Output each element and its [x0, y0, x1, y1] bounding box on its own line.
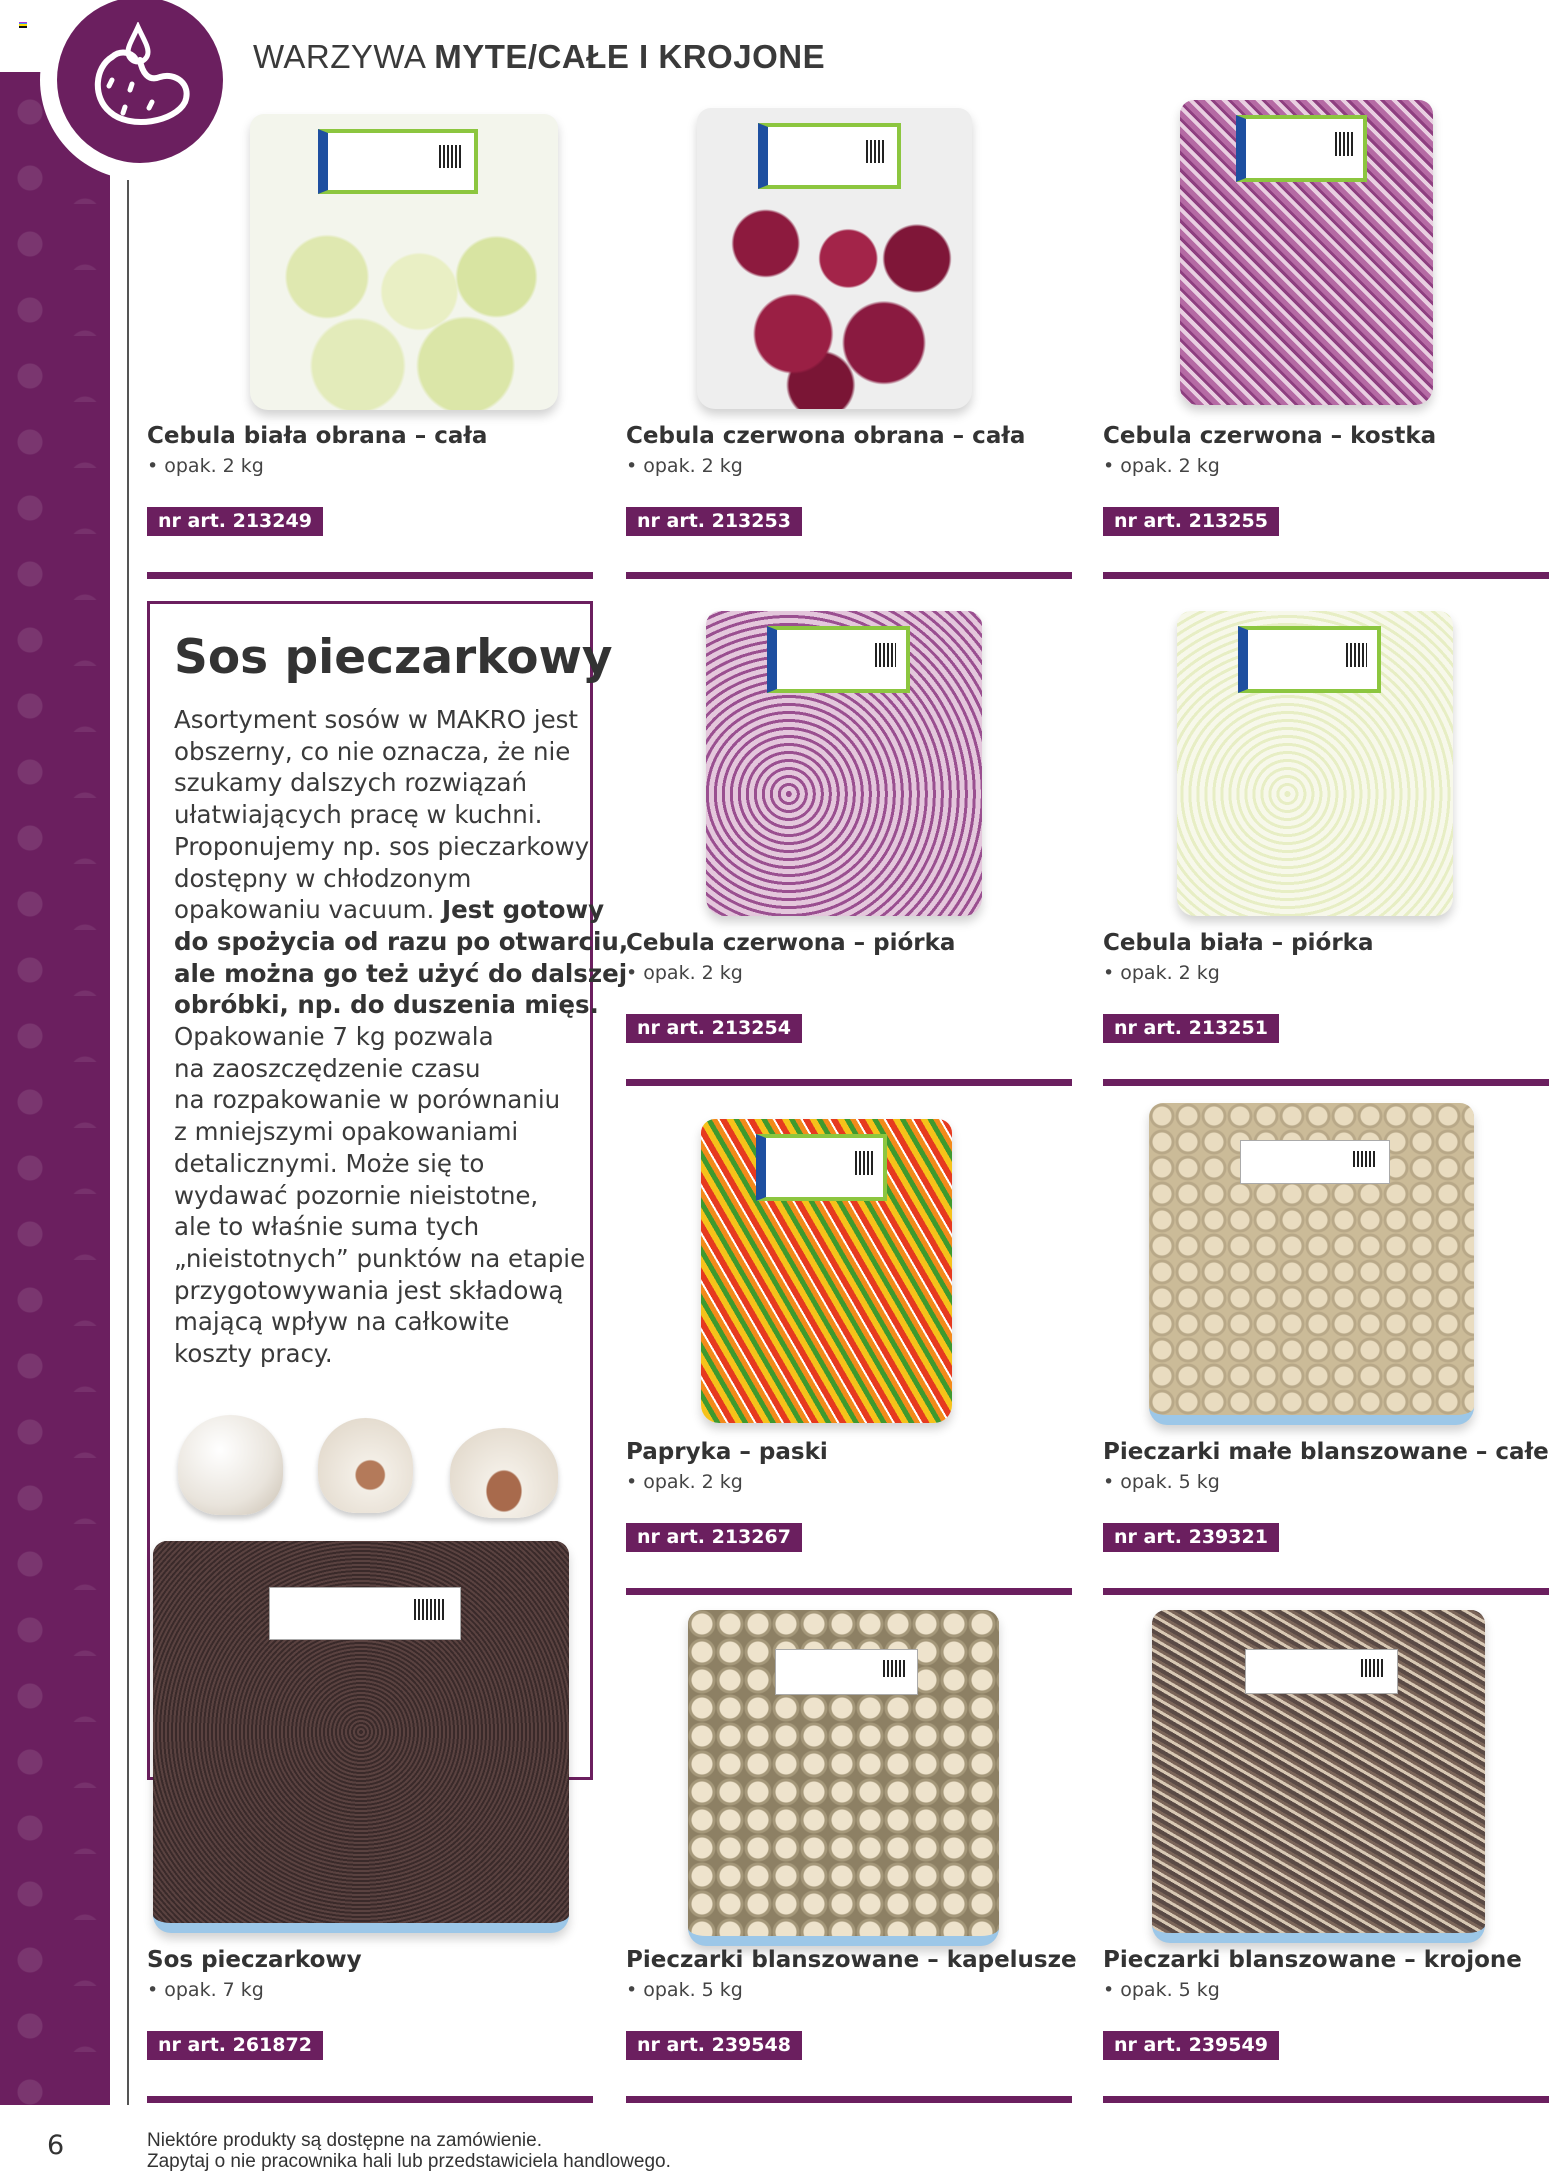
- package-label: [1245, 1649, 1398, 1694]
- package-size: • opak. 5 kg: [1103, 1471, 1220, 1493]
- package-size: • opak. 7 kg: [147, 1979, 264, 2001]
- product-image-red-onion-diced: [1180, 100, 1433, 405]
- feature-line: Proponujemy np. sos pieczarkowy: [174, 831, 590, 861]
- feature-line: dostępny w chłodzonym: [174, 863, 472, 893]
- feature-line: „nieistotnych” punktów na etapie: [174, 1243, 586, 1273]
- package-size: • opak. 2 kg: [1103, 455, 1220, 477]
- package-size: • opak. 2 kg: [626, 455, 743, 477]
- decorative-sidebar: [0, 72, 110, 2105]
- package-label: [1236, 115, 1368, 182]
- card-separator: [626, 572, 1072, 579]
- feature-line: ułatwiających pracę w kuchni.: [174, 800, 543, 830]
- package-label: [775, 1649, 918, 1695]
- feature-line: z mniejszymi opakowaniami: [174, 1117, 519, 1147]
- feature-line: mającą wpływ na całkowite: [174, 1307, 510, 1337]
- package-label: [758, 123, 901, 189]
- package-label: [767, 626, 911, 693]
- divider-line: [127, 180, 129, 2105]
- product-name: Cebula czerwona – kostka: [1103, 423, 1437, 449]
- card-separator: [1103, 2096, 1549, 2103]
- product-image-mushroom-sauce: [153, 1541, 569, 1933]
- feature-line: do spożycia od razu po otwarciu,: [174, 926, 629, 956]
- package-label: [756, 1134, 887, 1201]
- feature-line: szukamy dalszych rozwiązań: [174, 768, 528, 798]
- article-number-badge: nr art. 239549: [1103, 2031, 1279, 2060]
- feature-heading: Sos pieczarkowy: [174, 630, 613, 685]
- card-separator: [147, 2096, 593, 2103]
- package-size: • opak. 5 kg: [626, 1979, 743, 2001]
- page-title: WARZYWA MYTE/CAŁE I KROJONE: [253, 38, 826, 75]
- card-separator: [626, 2096, 1072, 2103]
- package-size: • opak. 2 kg: [626, 1471, 743, 1493]
- potato-water-drop-icon: [90, 22, 190, 132]
- article-number-badge: nr art. 261872: [147, 2031, 323, 2060]
- feature-line: wydawać pozornie nieistotne,: [174, 1180, 539, 1210]
- feature-line: ale można go też użyć do dalszej: [174, 958, 628, 988]
- article-number-badge: nr art. 213249: [147, 507, 323, 536]
- package-label: [318, 129, 478, 194]
- package-label: [1238, 626, 1382, 693]
- article-number-badge: nr art. 213253: [626, 507, 802, 536]
- article-number-badge: nr art. 213254: [626, 1014, 802, 1043]
- product-name: Cebula biała – piórka: [1103, 930, 1374, 956]
- product-name: Cebula czerwona – piórka: [626, 930, 956, 956]
- product-image-mushroom-sliced: [1152, 1610, 1485, 1943]
- package-size: • opak. 5 kg: [1103, 1979, 1220, 2001]
- package-label: [1240, 1140, 1390, 1184]
- card-separator: [1103, 572, 1549, 579]
- product-name: Pieczarki blanszowane – krojone: [1103, 1947, 1522, 1973]
- article-number-badge: nr art. 239548: [626, 2031, 802, 2060]
- product-image-white-onion-whole: [250, 114, 558, 410]
- product-image-pepper-strips: [701, 1119, 952, 1423]
- print-color-marks: [19, 22, 27, 28]
- product-image-mushroom-caps: [688, 1610, 999, 1946]
- article-number-badge: nr art. 239321: [1103, 1523, 1279, 1552]
- product-name: Cebula biała obrana – cała: [147, 423, 488, 449]
- card-separator: [626, 1079, 1072, 1086]
- card-separator: [626, 1588, 1072, 1595]
- package-size: • opak. 2 kg: [626, 962, 743, 984]
- package-label: [269, 1587, 460, 1640]
- card-separator: [1103, 1588, 1549, 1595]
- category-badge: [57, 0, 223, 163]
- product-name: Sos pieczarkowy: [147, 1947, 362, 1973]
- card-separator: [1103, 1079, 1549, 1086]
- product-name: Papryka – paski: [626, 1439, 828, 1465]
- feature-line: obszerny, co nie oznacza, że nie: [174, 736, 571, 766]
- feature-line: Opakowanie 7 kg pozwala: [174, 1022, 494, 1052]
- package-size: • opak. 2 kg: [1103, 962, 1220, 984]
- card-separator: [147, 572, 593, 579]
- article-number-badge: nr art. 213251: [1103, 1014, 1279, 1043]
- product-image-red-onion-whole: [697, 108, 972, 409]
- feature-line: ale to właśnie suma tych: [174, 1212, 480, 1242]
- product-name: Cebula czerwona obrana – cała: [626, 423, 1026, 449]
- feature-line: opakowaniu vacuum. Jest gotowy: [174, 895, 605, 925]
- feature-line: koszty pracy.: [174, 1339, 333, 1369]
- page-number: 6: [47, 2130, 65, 2161]
- product-name: Pieczarki blanszowane – kapelusze: [626, 1947, 1077, 1973]
- feature-line: na zaoszczędzenie czasu: [174, 1053, 481, 1083]
- feature-line: obróbki, np. do duszenia mięs.: [174, 990, 599, 1020]
- product-image-red-onion-sliced: [706, 611, 982, 916]
- feature-line: przygotowywania jest składową: [174, 1275, 564, 1305]
- article-number-badge: nr art. 213267: [626, 1523, 802, 1552]
- package-size: • opak. 2 kg: [147, 455, 264, 477]
- feature-body: [174, 704, 628, 1370]
- product-image-mushrooms-small: [1149, 1103, 1474, 1425]
- product-image-white-onion-sliced: [1177, 611, 1453, 916]
- feature-line: detalicznymi. Może się to: [174, 1148, 485, 1178]
- feature-line: Asortyment sosów w MAKRO jest: [174, 705, 579, 734]
- product-name: Pieczarki małe blanszowane – całe: [1103, 1439, 1549, 1465]
- feature-line: na rozpakowanie w porównaniu: [174, 1085, 561, 1115]
- footer-note: Niektóre produkty są dostępne na zamówienie. Zapytaj o nie pracownika hali lub przedstawiciela handlowego.: [147, 2130, 671, 2172]
- article-number-badge: nr art. 213255: [1103, 507, 1279, 536]
